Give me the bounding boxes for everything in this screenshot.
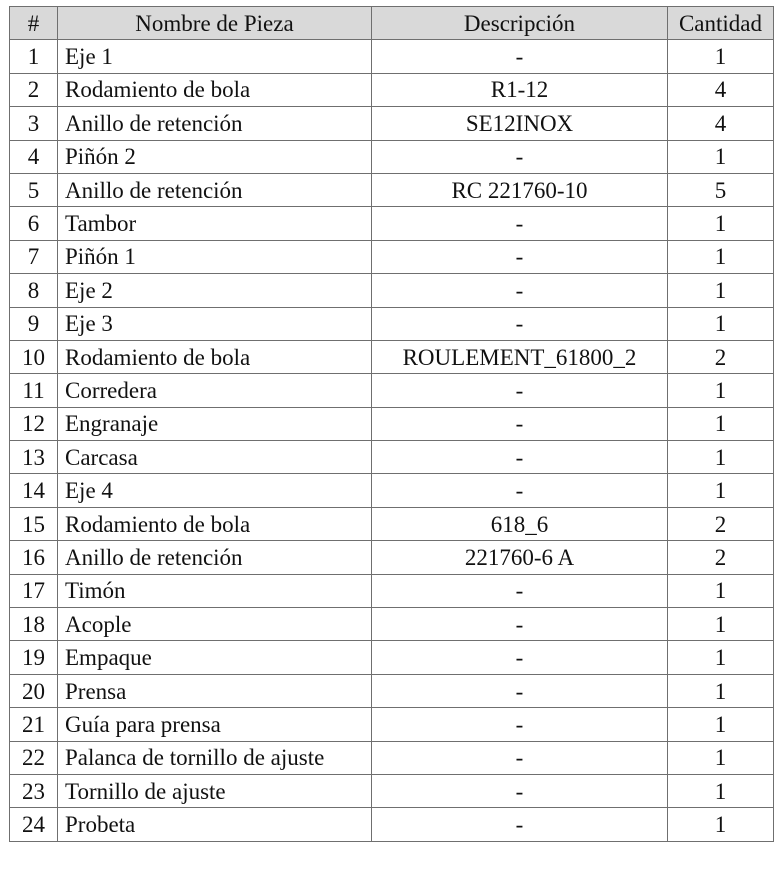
cell-part-name: Carcasa (58, 441, 372, 474)
table-row (10, 441, 774, 474)
cell-description: SE12INOX (372, 107, 668, 140)
cell-description: - (372, 240, 668, 273)
cell-quantity: 1 (668, 40, 774, 73)
table-row (10, 741, 774, 774)
cell-description: - (372, 774, 668, 807)
cell-quantity: 1 (668, 374, 774, 407)
cell-quantity: 1 (668, 140, 774, 173)
cell-part-name: Acople (58, 608, 372, 641)
header-part-name: Nombre de Pieza (58, 7, 372, 40)
cell-description: - (372, 374, 668, 407)
cell-part-name: Tambor (58, 207, 372, 240)
cell-description: - (372, 574, 668, 607)
table-row (10, 240, 774, 273)
cell-quantity: 2 (668, 541, 774, 574)
cell-number: 13 (10, 441, 58, 474)
parts-table (9, 6, 774, 842)
cell-number: 6 (10, 207, 58, 240)
cell-quantity: 1 (668, 407, 774, 440)
cell-quantity: 5 (668, 173, 774, 206)
cell-description: - (372, 274, 668, 307)
table-row (10, 40, 774, 73)
cell-number: 16 (10, 541, 58, 574)
table-row (10, 140, 774, 173)
cell-description: 618_6 (372, 507, 668, 540)
table-row (10, 340, 774, 373)
cell-quantity: 1 (668, 307, 774, 340)
cell-number: 21 (10, 708, 58, 741)
cell-part-name: Rodamiento de bola (58, 507, 372, 540)
cell-part-name: Corredera (58, 374, 372, 407)
cell-number: 2 (10, 73, 58, 106)
table-row (10, 407, 774, 440)
cell-part-name: Palanca de tornillo de ajuste (58, 741, 372, 774)
table-row (10, 808, 774, 841)
cell-description: - (372, 674, 668, 707)
cell-number: 22 (10, 741, 58, 774)
header-quantity: Cantidad (668, 7, 774, 40)
cell-description: - (372, 40, 668, 73)
table-row (10, 708, 774, 741)
cell-description: - (372, 641, 668, 674)
cell-number: 15 (10, 507, 58, 540)
cell-description: RC 221760-10 (372, 173, 668, 206)
cell-quantity: 1 (668, 708, 774, 741)
cell-description: - (372, 207, 668, 240)
cell-number: 19 (10, 641, 58, 674)
cell-part-name: Engranaje (58, 407, 372, 440)
cell-quantity: 1 (668, 574, 774, 607)
cell-part-name: Piñón 1 (58, 240, 372, 273)
table-row (10, 641, 774, 674)
table-row (10, 608, 774, 641)
cell-part-name: Empaque (58, 641, 372, 674)
cell-quantity: 1 (668, 774, 774, 807)
cell-description: - (372, 140, 668, 173)
cell-description: - (372, 474, 668, 507)
cell-part-name: Guía para prensa (58, 708, 372, 741)
cell-description: - (372, 808, 668, 841)
cell-number: 5 (10, 173, 58, 206)
cell-quantity: 1 (668, 441, 774, 474)
cell-description: - (372, 441, 668, 474)
table-row (10, 307, 774, 340)
cell-number: 24 (10, 808, 58, 841)
table-header (10, 7, 774, 40)
table-body (10, 40, 774, 841)
cell-description: 221760-6 A (372, 541, 668, 574)
cell-description: - (372, 307, 668, 340)
cell-part-name: Rodamiento de bola (58, 340, 372, 373)
cell-number: 10 (10, 340, 58, 373)
table-row (10, 474, 774, 507)
cell-quantity: 1 (668, 641, 774, 674)
cell-number: 12 (10, 407, 58, 440)
table-row (10, 73, 774, 106)
cell-quantity: 2 (668, 507, 774, 540)
cell-part-name: Rodamiento de bola (58, 73, 372, 106)
cell-quantity: 1 (668, 207, 774, 240)
cell-part-name: Anillo de retención (58, 541, 372, 574)
table-row (10, 274, 774, 307)
cell-number: 14 (10, 474, 58, 507)
cell-part-name: Piñón 2 (58, 140, 372, 173)
cell-part-name: Anillo de retención (58, 173, 372, 206)
cell-quantity: 1 (668, 674, 774, 707)
cell-part-name: Eje 3 (58, 307, 372, 340)
cell-part-name: Prensa (58, 674, 372, 707)
table-row (10, 173, 774, 206)
cell-quantity: 1 (668, 240, 774, 273)
table-row (10, 541, 774, 574)
table-row (10, 774, 774, 807)
cell-quantity: 1 (668, 274, 774, 307)
cell-number: 3 (10, 107, 58, 140)
cell-number: 11 (10, 374, 58, 407)
cell-part-name: Anillo de retención (58, 107, 372, 140)
cell-number: 9 (10, 307, 58, 340)
cell-quantity: 1 (668, 808, 774, 841)
cell-quantity: 1 (668, 608, 774, 641)
table-row (10, 207, 774, 240)
cell-part-name: Timón (58, 574, 372, 607)
cell-description: - (372, 708, 668, 741)
cell-quantity: 4 (668, 107, 774, 140)
cell-part-name: Eje 1 (58, 40, 372, 73)
cell-part-name: Eje 4 (58, 474, 372, 507)
cell-number: 23 (10, 774, 58, 807)
header-row (10, 7, 774, 40)
cell-number: 7 (10, 240, 58, 273)
cell-number: 18 (10, 608, 58, 641)
cell-description: ROULEMENT_61800_2 (372, 340, 668, 373)
cell-part-name: Probeta (58, 808, 372, 841)
cell-quantity: 1 (668, 474, 774, 507)
cell-number: 20 (10, 674, 58, 707)
parts-list-container (9, 6, 774, 842)
cell-part-name: Tornillo de ajuste (58, 774, 372, 807)
cell-quantity: 2 (668, 340, 774, 373)
table-row (10, 374, 774, 407)
cell-quantity: 4 (668, 73, 774, 106)
cell-quantity: 1 (668, 741, 774, 774)
header-number: # (10, 7, 58, 40)
cell-number: 8 (10, 274, 58, 307)
cell-number: 4 (10, 140, 58, 173)
cell-number: 1 (10, 40, 58, 73)
table-row (10, 107, 774, 140)
cell-description: - (372, 608, 668, 641)
header-description: Descripción (372, 7, 668, 40)
cell-description: - (372, 741, 668, 774)
table-row (10, 674, 774, 707)
cell-part-name: Eje 2 (58, 274, 372, 307)
cell-number: 17 (10, 574, 58, 607)
cell-description: R1-12 (372, 73, 668, 106)
table-row (10, 574, 774, 607)
cell-description: - (372, 407, 668, 440)
table-row (10, 507, 774, 540)
